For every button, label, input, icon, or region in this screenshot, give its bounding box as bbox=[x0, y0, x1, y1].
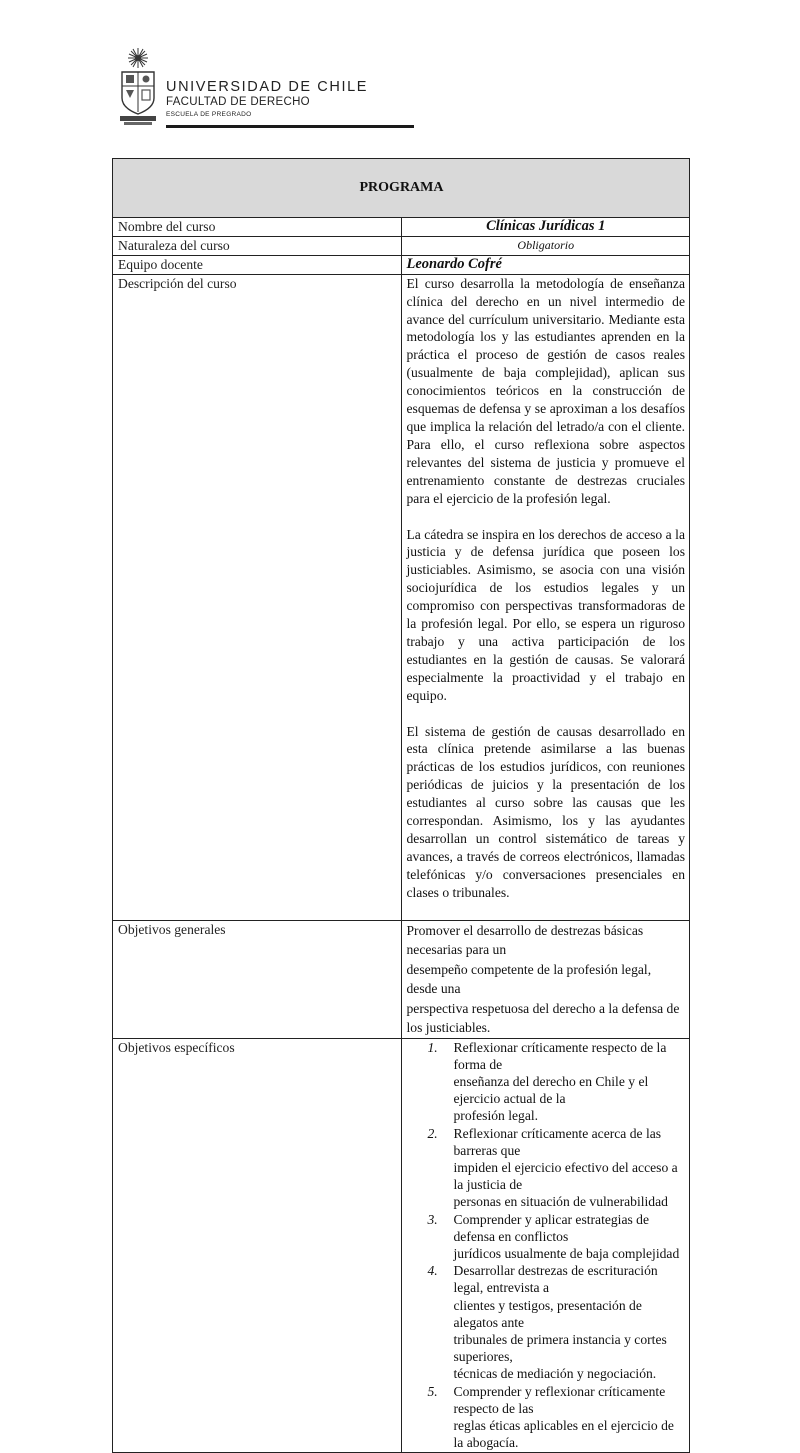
description-paragraph: El sistema de gestión de causas desarrollado en esta clínica pretende asimilarse a las buenas prácticas de los estudios jurídicos, con reuniones periódicas de juicios y la presentación de los estudiantes al curso sobre las causas que les correspondan. Asimismo, los y las ayudantes desarrollan un control sistemático de tareas y avances, a través de correos electrónicos, llamadas telefónicas y/o conversaciones presenciales en clases o tribunales. bbox=[406, 723, 685, 900]
list-item-number: 3. bbox=[427, 1211, 438, 1227]
general-objectives-line: Promover el desarrollo de destrezas básicas necesarias para un bbox=[406, 922, 644, 958]
list-item-line: personas en situación de vulnerabilidad bbox=[453, 1194, 668, 1210]
institution-header bbox=[114, 46, 369, 128]
general-objectives-line: desempeño competente de la profesión legal, desde una bbox=[406, 961, 652, 997]
specific-objectives-list bbox=[407, 1039, 686, 1452]
program-table bbox=[112, 158, 690, 1453]
list-item bbox=[427, 1125, 686, 1211]
list-item-line: Reflexionar críticamente respecto de la forma de bbox=[453, 1039, 667, 1072]
general-objectives-row bbox=[113, 920, 690, 1038]
list-item-line: clientes y testigos, presentación de alegatos ante bbox=[453, 1297, 642, 1330]
list-item-number: 1. bbox=[427, 1039, 438, 1055]
university-seal-icon bbox=[116, 46, 160, 128]
course-name-row bbox=[113, 218, 690, 237]
list-item-line: jurídicos usualmente de baja complejidad bbox=[453, 1246, 680, 1262]
teaching-team-value: Leonardo Cofré bbox=[401, 255, 690, 274]
list-item-number: 2. bbox=[427, 1125, 438, 1141]
general-objectives-value bbox=[401, 920, 690, 1038]
list-item-line: técnicas de mediación y negociación. bbox=[453, 1366, 657, 1382]
description-label: Descripción del curso bbox=[113, 274, 402, 920]
list-item-line: Desarrollar destrezas de escrituración legal, entrevista a bbox=[453, 1263, 658, 1296]
list-item-line: reglas éticas aplicables en el ejercicio de la abogacía. bbox=[453, 1418, 674, 1451]
specific-objectives-row bbox=[113, 1038, 690, 1452]
list-item-line: Reflexionar críticamente acerca de las barreras que bbox=[453, 1125, 662, 1158]
program-title-row bbox=[113, 159, 690, 218]
course-nature-value: Obligatorio bbox=[401, 236, 690, 255]
general-objectives-label: Objetivos generales bbox=[113, 920, 402, 1038]
list-item bbox=[427, 1211, 686, 1263]
course-nature-label: Naturaleza del curso bbox=[113, 236, 402, 255]
list-item bbox=[427, 1262, 686, 1382]
description-value bbox=[401, 274, 690, 920]
list-item-line: enseñanza del derecho en Chile y el ejercicio actual de la bbox=[453, 1074, 649, 1107]
program-title: PROGRAMA bbox=[113, 159, 690, 218]
header-divider bbox=[166, 125, 414, 128]
description-paragraph: La cátedra se inspira en los derechos de acceso a la justicia y de defensa jurídica que poseen los justiciables. Asimismo, se asocia con una visión sociojurídica de los estudios legales y un compromiso con perspectivas transformadoras de la profesión legal. Por ello, se espera un riguroso trabajo y una activa participación de los estudiantes en la gestión de causas. Se valorará especialmente la proactividad y el trabajo en equipo. bbox=[406, 526, 685, 703]
list-item-number: 5. bbox=[427, 1383, 438, 1399]
list-item-line: profesión legal. bbox=[453, 1108, 539, 1124]
course-name-label: Nombre del curso bbox=[113, 218, 402, 237]
list-item-line: Comprender y reflexionar críticamente respecto de las bbox=[453, 1383, 666, 1416]
general-objectives-line: perspectiva respetuosa del derecho a la defensa de los justiciables. bbox=[406, 1000, 680, 1036]
list-item-line: tribunales de primera instancia y cortes superiores, bbox=[453, 1332, 667, 1365]
list-item-line: Comprender y aplicar estrategias de defensa en conflictos bbox=[453, 1211, 650, 1244]
faculty-name: FACULTAD DE DERECHO bbox=[166, 96, 310, 108]
list-item-number: 4. bbox=[427, 1263, 438, 1279]
list-item bbox=[427, 1383, 686, 1452]
description-paragraph: El curso desarrolla la metodología de enseñanza clínica del derecho en un nivel intermedio de avance del currículum universitario. Mediante esta metodología los y las estudiantes aprenden en la práctica el proceso de gestión de casos reales (usualmente de baja complejidad), aplican sus conocimientos teóricos en la construcción de esquemas de defensa y se aproximan a los desafíos que implica la relación del letrado/a con el cliente. Para ello, el curso reflexiona sobre aspectos relevantes del sistema de justicia y promueve el entrenamiento constante de destrezas cruciales para el ejercicio de la profesión legal. bbox=[406, 275, 685, 506]
university-name: UNIVERSIDAD DE CHILE bbox=[166, 79, 369, 95]
list-item bbox=[427, 1039, 686, 1125]
school-name: ESCUELA DE PREGRADO bbox=[166, 111, 252, 118]
course-nature-row bbox=[113, 236, 690, 255]
specific-objectives-label: Objetivos específicos bbox=[113, 1038, 402, 1452]
institution-text bbox=[166, 79, 368, 120]
specific-objectives-value bbox=[401, 1038, 690, 1452]
list-item-line: impiden el ejercicio efectivo del acceso a la justicia de bbox=[453, 1160, 678, 1193]
course-name-value: Clínicas Jurídicas 1 bbox=[401, 218, 690, 237]
description-row bbox=[113, 274, 690, 920]
teaching-team-row bbox=[113, 255, 690, 274]
teaching-team-label: Equipo docente bbox=[113, 255, 402, 274]
